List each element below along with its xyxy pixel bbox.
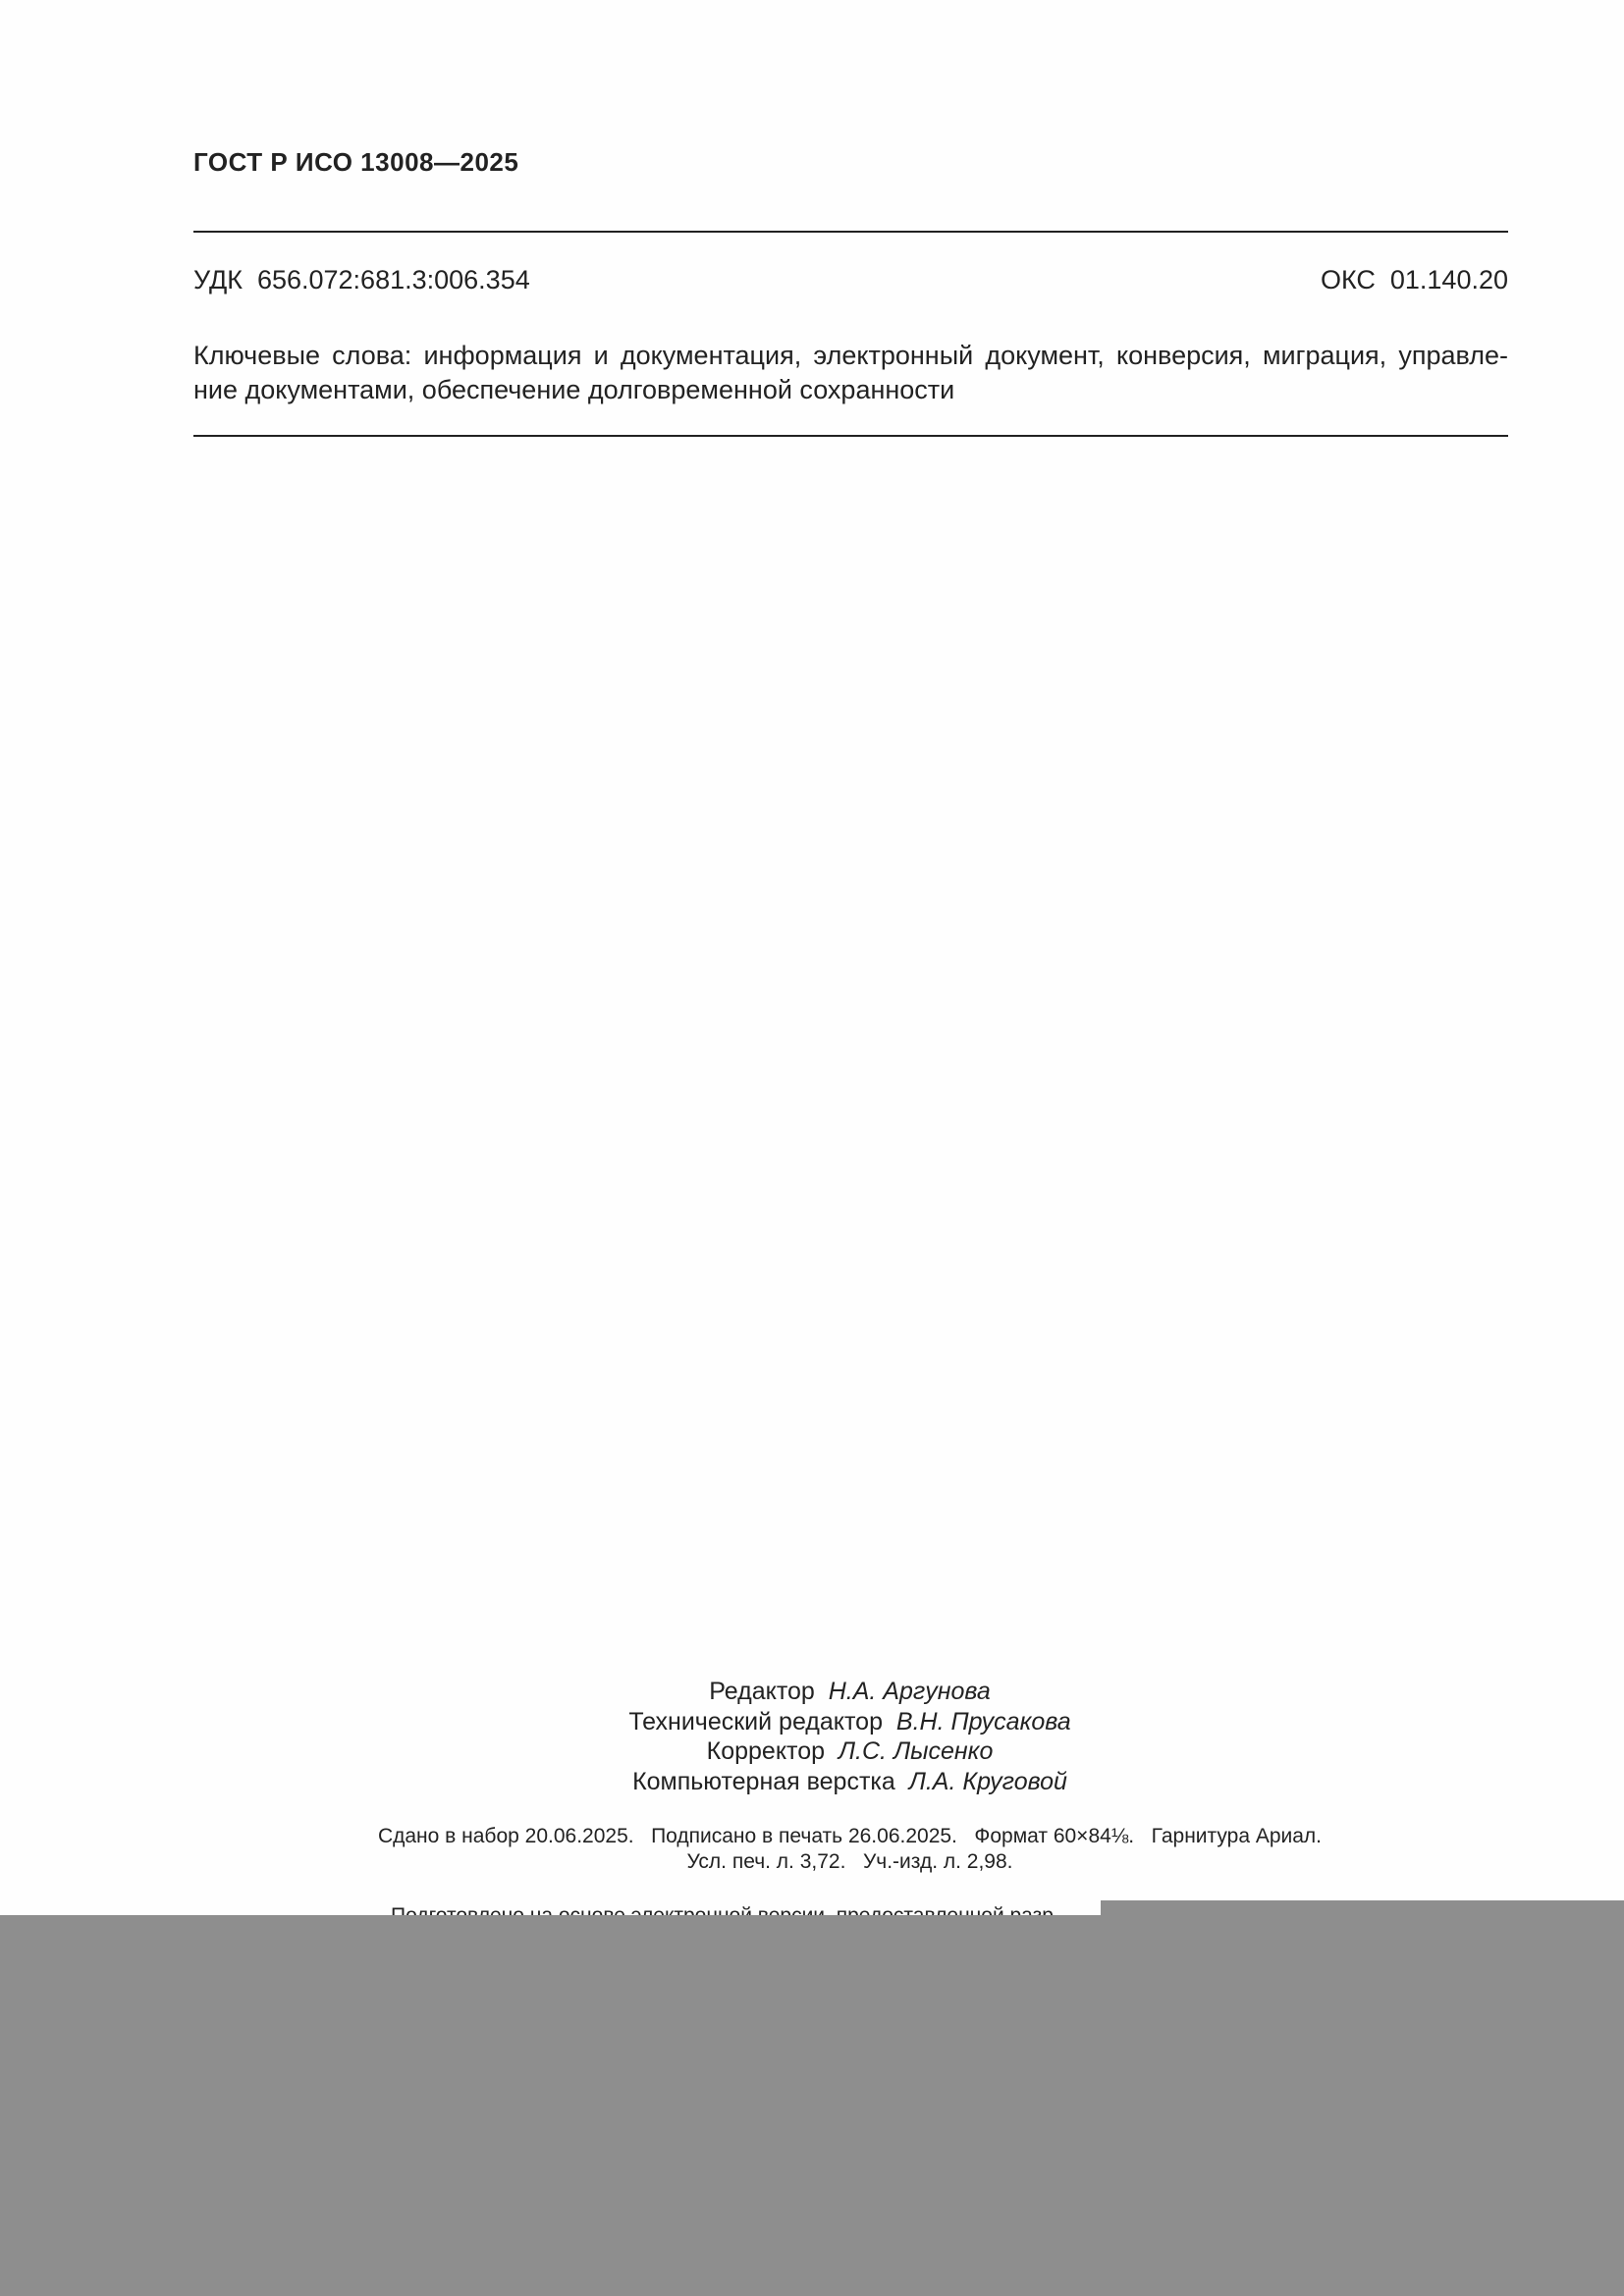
publication-line-2: Усл. печ. л. 3,72. Уч.-изд. л. 2,98.	[686, 1850, 1013, 1873]
top-divider	[193, 231, 1508, 233]
keywords-line-2: ние документами, обеспечение долговременной сохранности	[193, 375, 955, 404]
publication-info	[0, 1824, 1624, 1875]
credit-role: Компьютерная верстка	[632, 1767, 895, 1795]
credit-role: Редактор	[709, 1678, 815, 1705]
bottom-divider	[193, 435, 1508, 437]
credit-layout	[0, 1767, 1624, 1797]
keywords-block	[193, 339, 1508, 407]
credit-tech-editor	[0, 1707, 1624, 1737]
credit-name: Л.А. Круговой	[908, 1767, 1067, 1795]
keywords-line-1: Ключевые слова: информация и документация, электронный документ, конверсия, миграция, управле-	[193, 341, 1508, 370]
oks-code: ОКС 01.140.20	[1320, 265, 1508, 294]
credit-role: Технический редактор	[628, 1707, 883, 1735]
credit-name: Н.А. Аргунова	[828, 1678, 991, 1705]
udk-code: УДК 656.072:681.3:006.354	[193, 265, 530, 294]
credit-name: Л.С. Лысенко	[838, 1737, 994, 1765]
publication-line-1: Сдано в набор 20.06.2025. Подписано в печать 26.06.2025. Формат 60×84⅛. Гарнитура Ариал.	[377, 1825, 1323, 1847]
credit-role: Корректор	[706, 1737, 826, 1765]
credit-proofreader	[0, 1736, 1624, 1767]
classification-row	[193, 265, 1508, 295]
credit-name: В.Н. Прусакова	[895, 1707, 1071, 1735]
credit-editor	[0, 1677, 1624, 1707]
gray-overlay	[0, 1915, 1624, 2296]
document-code: ГОСТ Р ИСО 13008—2025	[193, 147, 519, 177]
credits-block	[0, 1677, 1624, 1796]
